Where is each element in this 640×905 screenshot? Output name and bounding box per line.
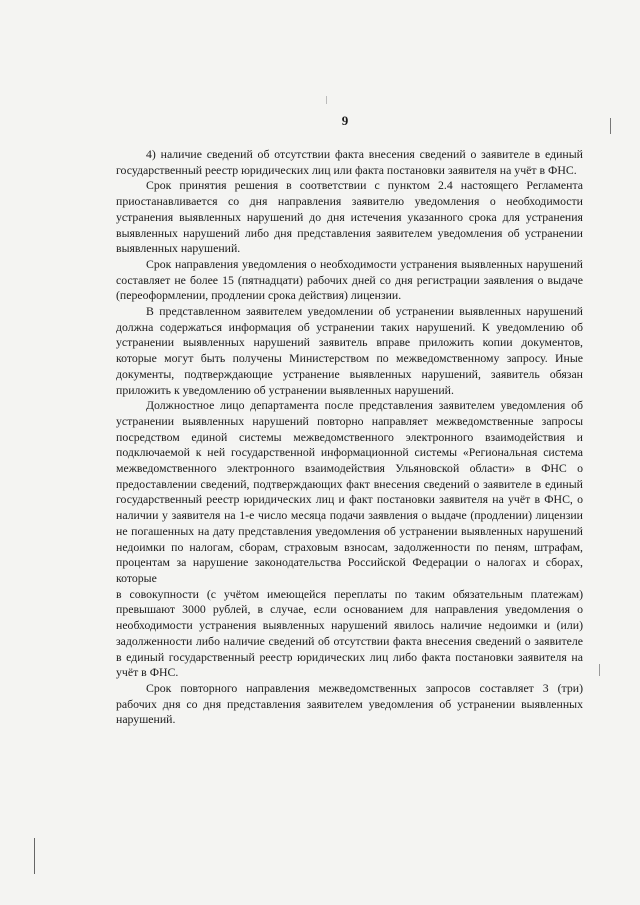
scan-mark [599, 664, 600, 676]
paragraph: Срок повторного направления межведомственных запросов составляет 3 (три) рабочих дня со дня представления заявителем уведомления об устранении выявленных нарушений. [116, 680, 583, 727]
scan-mark [326, 96, 327, 104]
paragraph: в совокупности (с учётом имеющейся переплаты по таким обязательным платежам) превышают 3000 рублей, в случае, если основанием для направления уведомления о необходимости устранения выявленных нарушений явилось наличие недоимки и (или) задолженности либо наличие сведений об отсутствии факта внесения сведений о заявителе в единый государственный реестр юридических лиц либо факта постановки заявителя на учёт в ФНС. [116, 586, 583, 680]
paragraph: Должностное лицо департамента после представления заявителем уведомления об устранении выявленных нарушений повторно направляет межведомственные запросы посредством единой системы межведомственного электронного взаимодействия и подключаемой к ней государственной информационной системы «Региональная система межведомственного электронного взаимодействия Ульяновской области» в ФНС о предоставлении сведений, подтверждающих факт внесения сведений о заявителе в единый государственный реестр юридических лиц и факт постановки заявителя на учёт в ФНС, о наличии у заявителя на 1-е число месяца подачи заявления о выдаче (продлении) лицензии не погашенных на дату представления уведомления об устранении выявленных нарушений недоимки по налогам, сборам, страховым взносам, задолженности по пеням, штрафам, процентам за нарушение законодательства Российской Федерации о налогах и сборах, которые [116, 398, 583, 585]
paragraph: В представленном заявителем уведомлении об устранении выявленных нарушений должна содержаться информация об устранении таких нарушений. К уведомлению об устранении выявленных нарушений заявитель вправе приложить копии документов, которые могут быть получены Министерством по межведомственному запросу. Иные документы, подтверждающие устранение выявленных нарушений, заявитель обязан приложить к уведомлению об устранении выявленных нарушений. [116, 304, 583, 397]
paragraph: 4) наличие сведений об отсутствии факта внесения сведений о заявителе в единый государственный реестр юридических лиц или факта постановки заявителя на учёт в ФНС. [116, 147, 583, 177]
document-body [116, 147, 583, 728]
scan-mark [610, 118, 611, 134]
page-number: 9 [341, 113, 349, 128]
scan-mark [34, 838, 35, 874]
paragraph: Срок направления уведомления о необходимости устранения выявленных нарушений составляет не более 15 (пятнадцати) рабочих дней со дня регистрации заявления о выдаче (переоформлении, продлении срока действия) лицензии. [116, 256, 583, 303]
paragraph: Срок принятия решения в соответствии с пунктом 2.4 настоящего Регламента приостанавливается со дня направления заявителю уведомления о необходимости устранения выявленных нарушений до дня истечения указанного срока для устранения выявленных нарушений либо дня представления заявителем уведомления об устранении выявленных нарушений. [116, 178, 583, 256]
